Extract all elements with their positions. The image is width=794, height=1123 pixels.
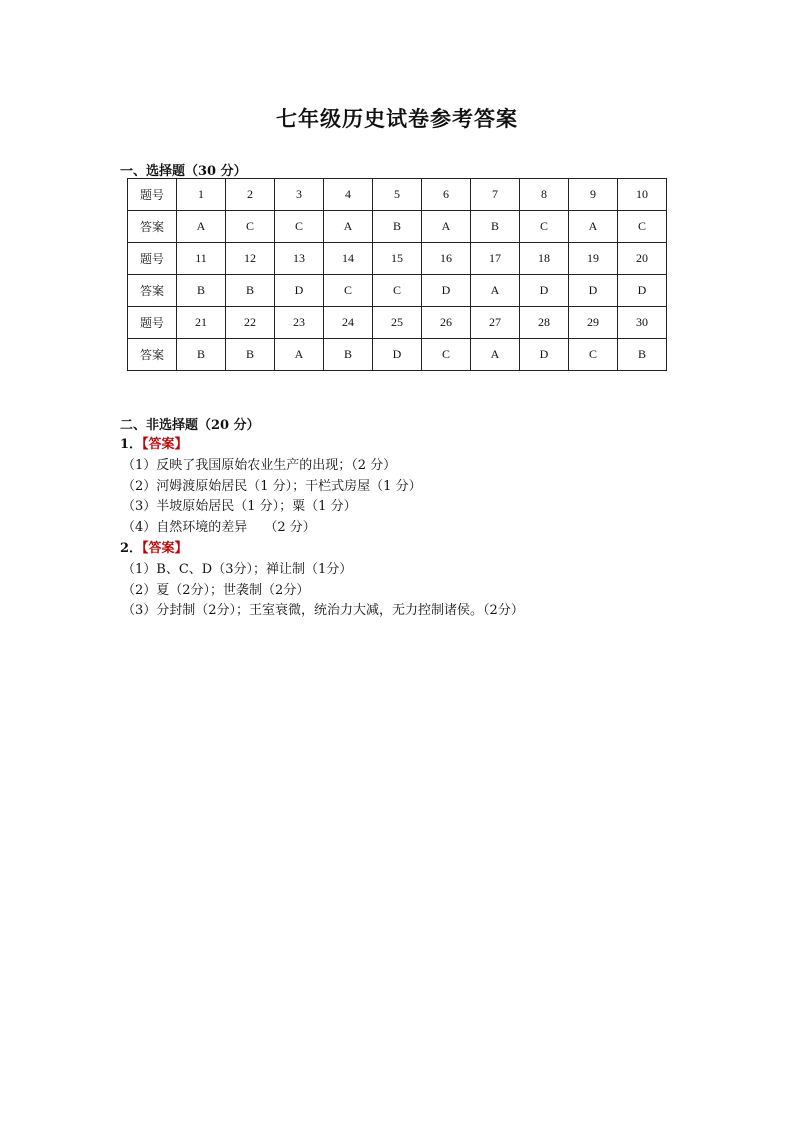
answer-cell: D: [422, 275, 471, 307]
answer-cell: A: [422, 211, 471, 243]
answer-cell: C: [520, 211, 569, 243]
answer-cell: C: [373, 275, 422, 307]
question-number-cell: 7: [471, 179, 520, 211]
answer-line: （1）反映了我国原始农业生产的出现；（2 分）: [122, 457, 397, 473]
question-number-cell: 8: [520, 179, 569, 211]
answer-cell: C: [569, 339, 618, 371]
question-number: 1．: [120, 437, 143, 452]
question-number: 2．: [120, 540, 143, 556]
answer-cell: B: [373, 211, 422, 243]
answer-cell: C: [275, 211, 324, 243]
question-number-cell: 19: [569, 243, 618, 275]
question-number-cell: 21: [177, 307, 226, 339]
row-label: 题号: [128, 307, 177, 339]
row-label: 题号: [128, 179, 177, 211]
answer-table: [127, 178, 667, 371]
question-number-cell: 1: [177, 179, 226, 211]
answer-line: （2）夏（2分）；世袭制（2分）: [122, 582, 310, 598]
question-number-cell: 4: [324, 179, 373, 211]
answer-cell: C: [422, 339, 471, 371]
answer-cell: A: [324, 211, 373, 243]
question-heading: [120, 435, 680, 456]
answer-row: [128, 275, 667, 307]
answer-cell: B: [618, 339, 667, 371]
question-number-cell: 12: [226, 243, 275, 275]
section-heading-non-choice: 二、非选择题（20 分）: [120, 418, 260, 433]
question-number-cell: 24: [324, 307, 373, 339]
question-number-cell: 29: [569, 307, 618, 339]
answer-line: （4）自然环境的差异 （2 分）: [122, 520, 316, 536]
answer-line: （3）半坡原始居民（1 分）；粟（1 分）: [122, 499, 357, 515]
question-number-cell: 5: [373, 179, 422, 211]
answer-row: [128, 339, 667, 371]
answer-cell: D: [520, 339, 569, 371]
answer-cell: D: [275, 275, 324, 307]
row-label: 题号: [128, 243, 177, 275]
question-number-cell: 9: [569, 179, 618, 211]
question-number-cell: 3: [275, 179, 324, 211]
page-title: 七年级历史试卷参考答案: [276, 106, 518, 131]
question-number-cell: 18: [520, 243, 569, 275]
question-number-cell: 17: [471, 243, 520, 275]
answer-line: （2）河姆渡原始居民（1 分）；干栏式房屋（1 分）: [122, 478, 422, 494]
answer-tag: 【答案】: [142, 437, 188, 452]
answer-tag: 【答案】: [142, 540, 188, 556]
question-number-cell: 6: [422, 179, 471, 211]
question-number-cell: 2: [226, 179, 275, 211]
question-number-cell: 28: [520, 307, 569, 339]
question-number-cell: 23: [275, 307, 324, 339]
question-number-cell: 20: [618, 243, 667, 275]
answer-cell: B: [177, 339, 226, 371]
question-heading: [120, 539, 680, 560]
question-number-cell: 22: [226, 307, 275, 339]
question-number-cell: 16: [422, 243, 471, 275]
answer-cell: D: [618, 275, 667, 307]
question-row: [128, 243, 667, 275]
answer-cell: A: [569, 211, 618, 243]
answer-line: （3）分封制（2分）；王室衰微，统治力大减，无力控制诸侯。（2分）: [122, 603, 524, 619]
answer-cell: B: [226, 339, 275, 371]
answer-cell: A: [275, 339, 324, 371]
answer-cell: A: [471, 275, 520, 307]
answer-line: （1）B、C、D（3分）；禅让制（1分）: [122, 561, 353, 577]
answer-cell: B: [324, 339, 373, 371]
question-number-cell: 14: [324, 243, 373, 275]
question-number-cell: 13: [275, 243, 324, 275]
question-number-cell: 25: [373, 307, 422, 339]
answer-cell: D: [569, 275, 618, 307]
question-number-cell: 10: [618, 179, 667, 211]
answer-cell: A: [177, 211, 226, 243]
answer-cell: D: [520, 275, 569, 307]
answer-cell: A: [471, 339, 520, 371]
question-number-cell: 15: [373, 243, 422, 275]
non-choice-answers: [120, 435, 680, 622]
question-number-cell: 27: [471, 307, 520, 339]
question-row: [128, 307, 667, 339]
question-number-cell: 30: [618, 307, 667, 339]
row-label: 答案: [128, 275, 177, 307]
answer-cell: B: [226, 275, 275, 307]
answer-cell: B: [177, 275, 226, 307]
section-heading-choice: 一、选择题（30 分）: [120, 164, 247, 179]
answer-row: [128, 211, 667, 243]
answer-cell: C: [618, 211, 667, 243]
question-row: [128, 179, 667, 211]
question-number-cell: 11: [177, 243, 226, 275]
row-label: 答案: [128, 339, 177, 371]
answer-cell: C: [226, 211, 275, 243]
answer-cell: D: [373, 339, 422, 371]
answer-cell: C: [324, 275, 373, 307]
question-number-cell: 26: [422, 307, 471, 339]
row-label: 答案: [128, 211, 177, 243]
answer-cell: B: [471, 211, 520, 243]
